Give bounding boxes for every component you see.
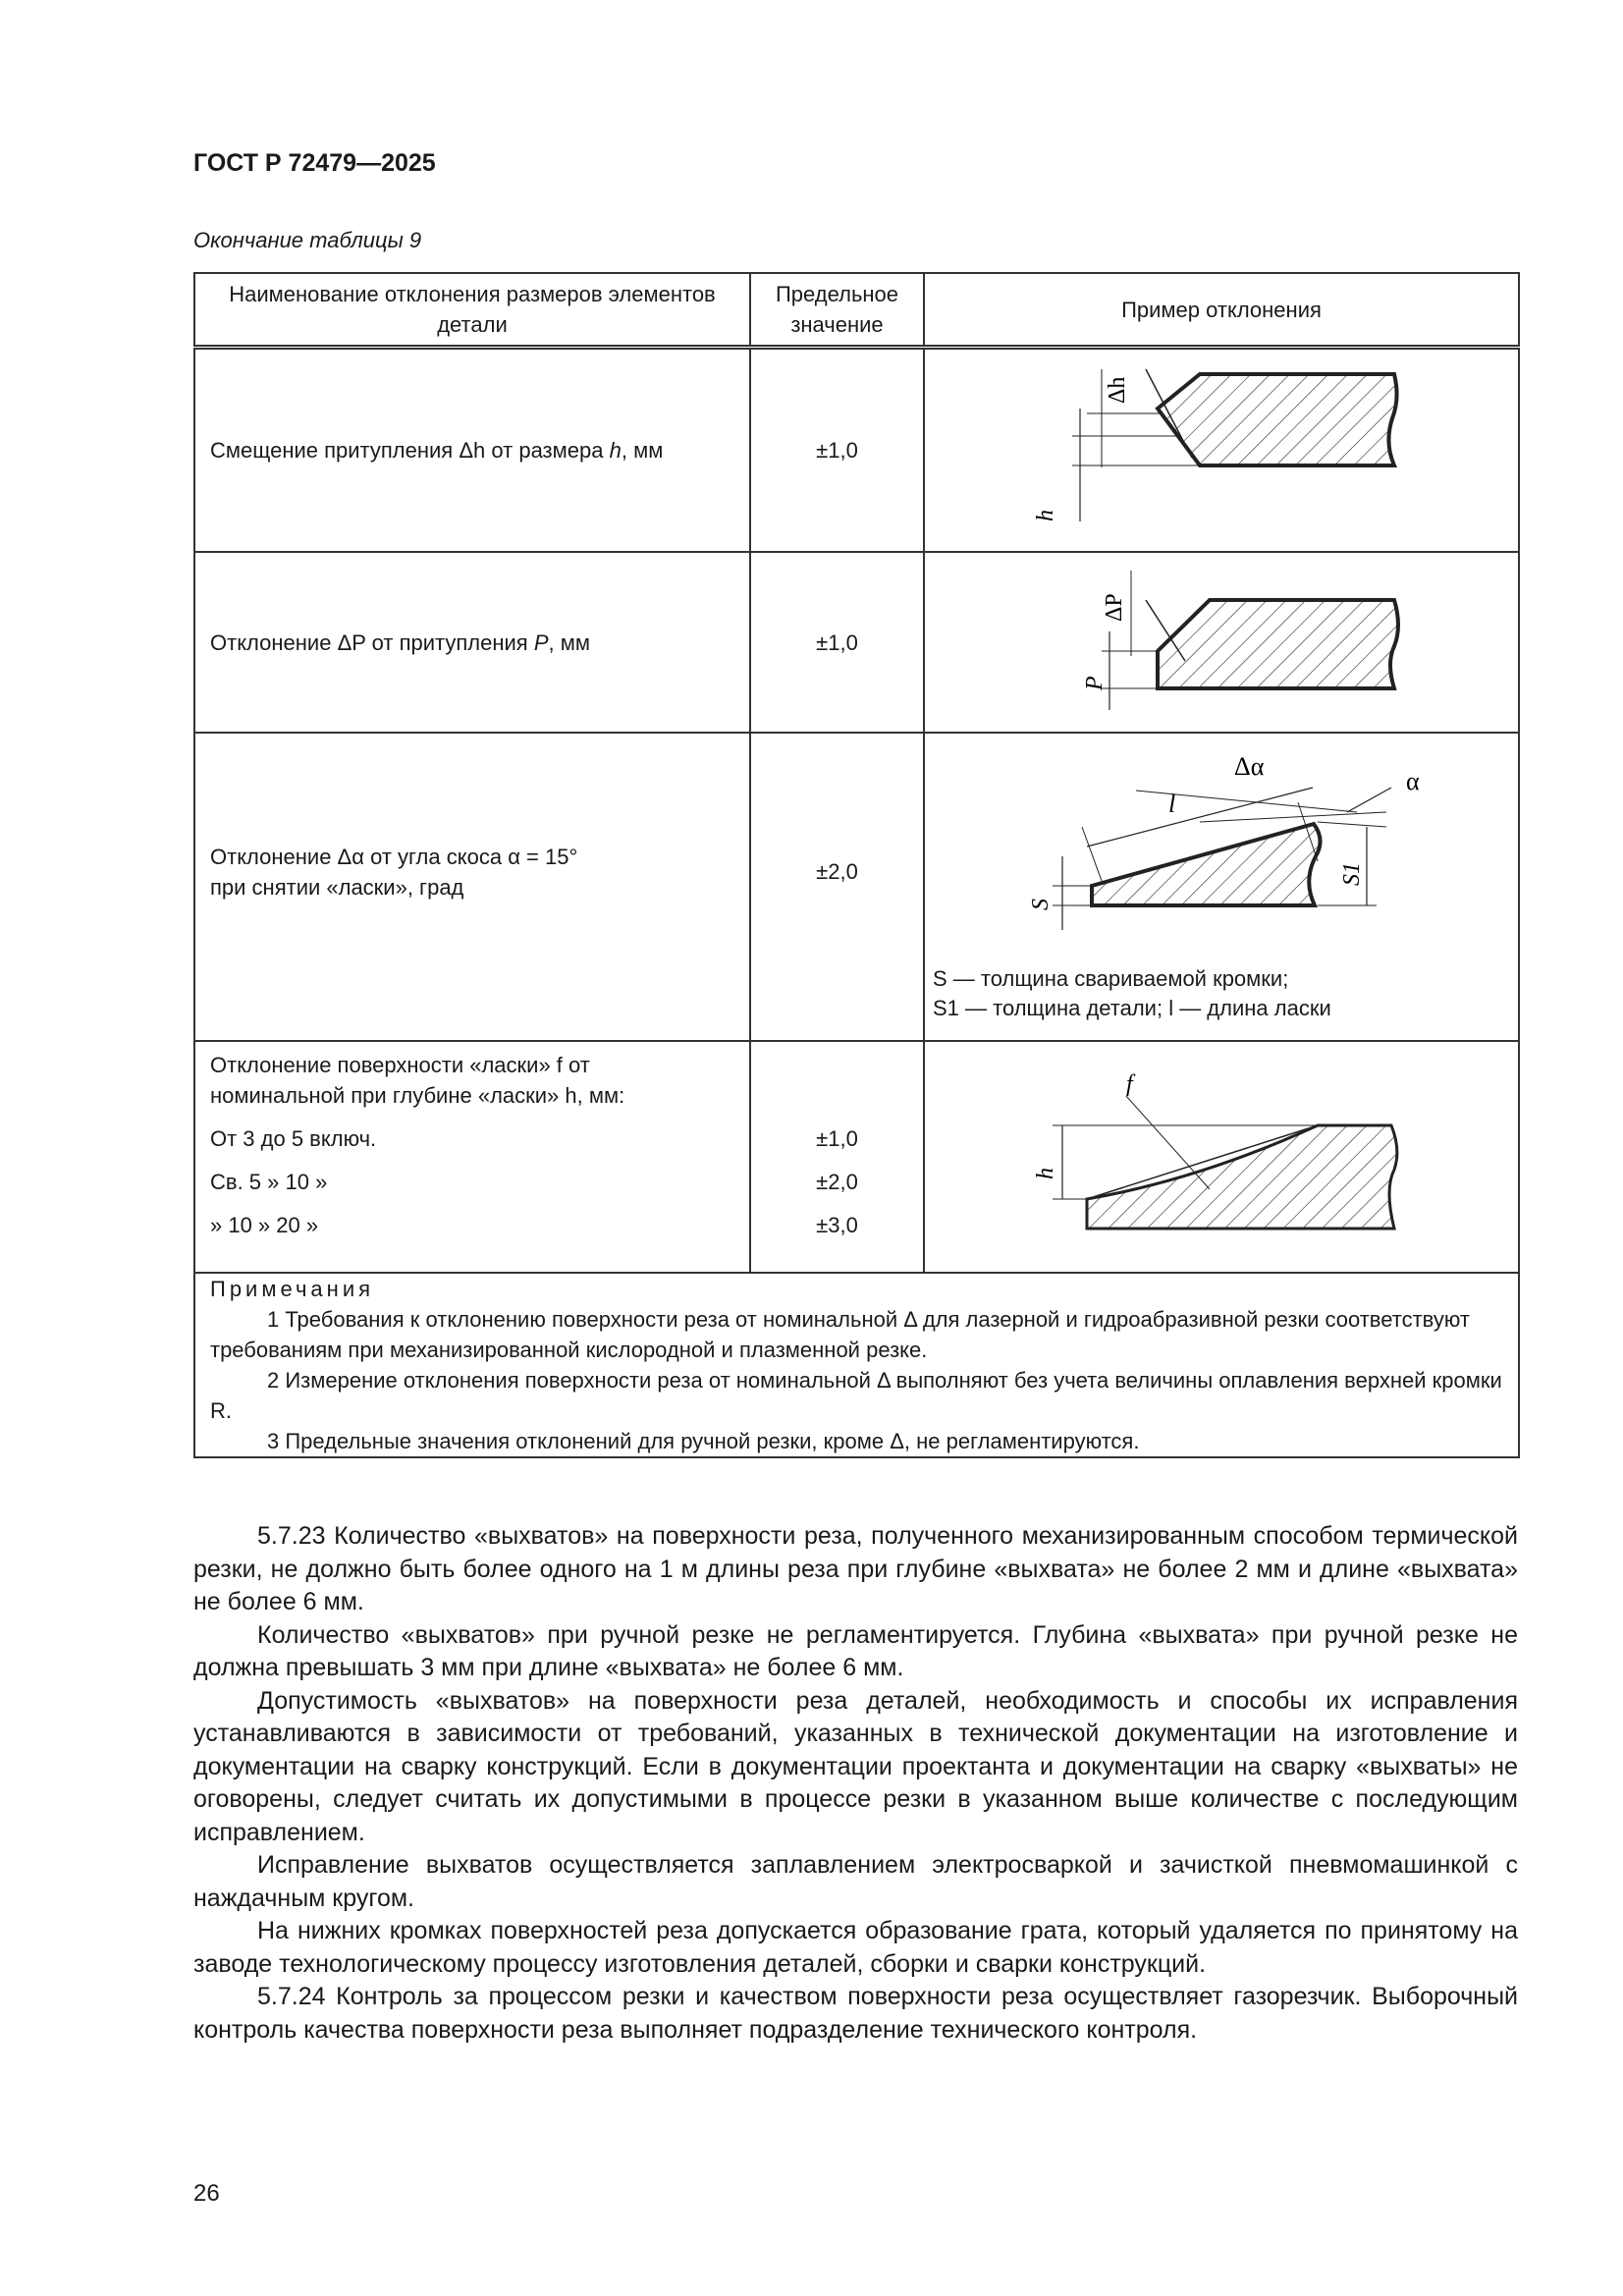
figure-label: P <box>1082 676 1108 690</box>
subrow-label: Св. 5 » 10 » <box>210 1169 328 1194</box>
note-item: 3 Предельные значения отклонений для ручной резки, кроме Δ, не регламентируются. <box>267 1429 1140 1453</box>
page-number: 26 <box>193 2180 220 2207</box>
row-name: Отклонение Δα от угла скоса α = 15° при снятии «ласки», град <box>194 733 750 1041</box>
figure-label: h <box>1033 1168 1058 1179</box>
table-notes <box>194 1273 1519 1457</box>
column-header-example: Пример отклонения <box>924 273 1519 348</box>
note-item: 1 Требования к отклонению поверхности реза от номинальной Δ для лазерной и гидроабразивной резки соответствуют требованиям при механизированной кислородной и плазменной резке. <box>210 1307 1470 1362</box>
table-header-row <box>194 273 1519 348</box>
deviation-table <box>193 272 1520 1458</box>
blunting-offset-figure <box>924 348 1519 553</box>
table-row <box>194 733 1519 1041</box>
figure-label: S1 <box>1339 862 1365 886</box>
figure-label: Δh <box>1105 376 1130 404</box>
notes-title: Примечания <box>210 1277 375 1301</box>
row-value: ±2,0 <box>750 733 924 1041</box>
paragraph: Количество «выхватов» при ручной резке не регламентируется. Глубина «выхвата» при ручной резке не должна превышать 3 мм при длине «выхвата» не более 6 мм. <box>193 1620 1518 1681</box>
row-name: Отклонение ΔP от притупления P, мм <box>194 552 750 733</box>
column-header-value: Предельное значение <box>750 273 924 348</box>
paragraph: Исправление выхватов осуществляется заплавлением электросваркой и зачисткой пневмомашинкой с наждачным кругом. <box>193 1851 1518 1912</box>
figure-label: ΔP <box>1102 593 1127 622</box>
document-code: ГОСТ Р 72479—2025 <box>193 149 436 177</box>
figure-legend: S — толщина свариваемой кромки; S1 — толщина детали; l — длина ласки <box>933 966 1331 1020</box>
figure-label: l <box>1168 790 1176 818</box>
table-row <box>194 552 1519 733</box>
paragraph: На нижних кромках поверхностей реза допускается образование грата, который удаляется по принятому на заводе технологическому процессу изготовления деталей, сборки и сварки конструкций. <box>193 1917 1518 1978</box>
figure-label: S <box>1028 899 1054 910</box>
figure-label: α <box>1406 767 1420 795</box>
row-value: ±1,0 <box>750 552 924 733</box>
table-caption: Окончание таблицы 9 <box>193 228 422 252</box>
figure-label: h <box>1033 510 1058 521</box>
body-text <box>193 1520 1518 2047</box>
row-value: ±1,0 ±2,0 ±3,0 <box>750 1041 924 1273</box>
row-value: ±1,0 <box>750 348 924 553</box>
paragraph: Допустимость «выхватов» на поверхности реза деталей, необходимость и способы их исправления устанавливаются в зависимости от требований, указанных в технической документации на изготовление и документации на сварку конструкций. Если в документации проектанта и документации на сварку «выхваты» не оговорены, следует считать их допустимыми в процессе резки в указанном выше количестве с последующим исправлением. <box>193 1686 1518 1846</box>
paragraph: 5.7.23 Количество «выхватов» на поверхности реза, полученного механизированным способом термической резки, не должно быть более одного на 1 м длины реза при глубине «выхвата» не более 2 мм и длине «выхвата» не более 6 мм. <box>193 1522 1518 1615</box>
row-name: Отклонение поверхности «ласки» f от номинальной при глубине «ласки» h, мм: От 3 до 5 включ. Св. 5 » 10 » » 10 » 20 » <box>194 1041 750 1273</box>
row-name: Смещение притупления Δh от размера h, мм <box>194 348 750 553</box>
subrow-label: » 10 » 20 » <box>210 1212 319 1237</box>
paragraph: 5.7.24 Контроль за процессом резки и качеством поверхности реза осуществляет газорезчик. Выборочный контроль качества поверхности реза выполняет подразделение технического контроля. <box>193 1983 1518 2044</box>
subrow-label: От 3 до 5 включ. <box>210 1125 377 1151</box>
table-row <box>194 348 1519 553</box>
table-row <box>194 1041 1519 1273</box>
surface-deviation-figure <box>924 1041 1519 1273</box>
blunting-deviation-figure <box>924 552 1519 733</box>
figure-label: Δα <box>1234 752 1265 781</box>
note-item: 2 Измерение отклонения поверхности реза от номинальной Δ выполняют без учета величины оплавления верхней кромки R. <box>210 1368 1502 1423</box>
column-header-name: Наименование отклонения размеров элементов детали <box>194 273 750 348</box>
figure-label: f <box>1126 1071 1133 1097</box>
bevel-angle-figure <box>924 733 1519 1041</box>
